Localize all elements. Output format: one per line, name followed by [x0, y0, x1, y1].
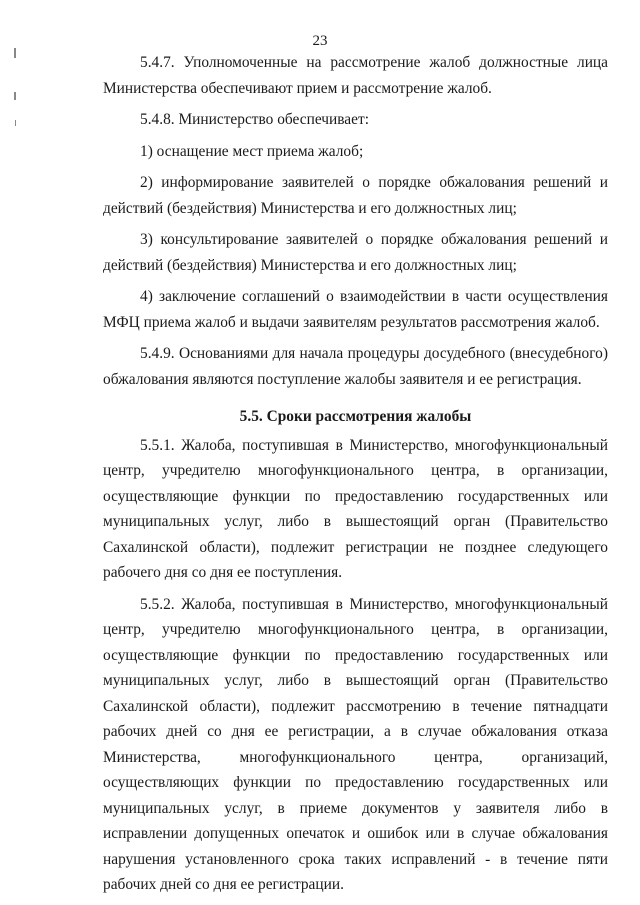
list-item-1: 1) оснащение мест приема жалоб; [140, 142, 364, 160]
paragraph-5-5-2: 5.5.2. Жалоба, поступившая в Министерство, многофункциональный центр, учредителю многофункционального центра, в организации, осуществляющие функции по предоставлению государственных или муниципальных услуг, либо в вышестоящий орган (Правительство Сахалинской области), подлежит рассмотрению в течение пятнадцати рабочих дней со дня ее регистрации, а в случае обжалования отказа Министерства, многофункционального центра, организаций, осуществляющих функции по предоставлению государственных или муниципальных услуг, в приеме документов у заявителя либо в исправлении допущенных опечаток и ошибок или в случае обжалования нарушения установленного срока таких исправлений - в течение пяти рабочих дней со дня ее регистрации. [103, 595, 608, 893]
paragraph-5-4-9: 5.4.9. Основаниями для начала процедуры досудебного (внесудебного) обжалования являются поступление жалобы заявителя и ее регистрация. [103, 345, 608, 388]
scan-mark [14, 92, 16, 100]
document-body [103, 50, 608, 904]
paragraph-5-5-1: 5.5.1. Жалоба, поступившая в Министерство, многофункциональный центр, учредителю многофункционального центра, в организации, осуществляющие функции по предоставлению государственных или муниципальных услуг, либо в вышестоящий орган (Правительство Сахалинской области), подлежит регистрации не позднее следующего рабочего дня со дня ее поступления. [103, 436, 608, 581]
list-item-3: 3) консультирование заявителей о порядке обжалования решений и действий (бездействия) Министерства и его должностных лиц; [103, 231, 608, 274]
list-item-2: 2) информирование заявителей о порядке обжалования решений и действий (бездействия) Министерства и его должностных лиц; [103, 174, 608, 217]
paragraph-5-4-8: 5.4.8. Министерство обеспечивает: [140, 111, 369, 128]
scan-mark [15, 120, 16, 126]
section-heading: 5.5. Сроки рассмотрения жалобы [239, 408, 472, 425]
paragraph-5-4-7: 5.4.7. Уполномоченные на рассмотрение жалоб должностные лица Министерства обеспечивают прием и рассмотрение жалоб. [103, 54, 608, 97]
list-item-4: 4) заключение соглашений о взаимодействии в части осуществления МФЦ приема жалоб и выдачи заявителям результатов рассмотрения жалоб. [103, 288, 608, 331]
page-number: 23 [312, 33, 328, 49]
